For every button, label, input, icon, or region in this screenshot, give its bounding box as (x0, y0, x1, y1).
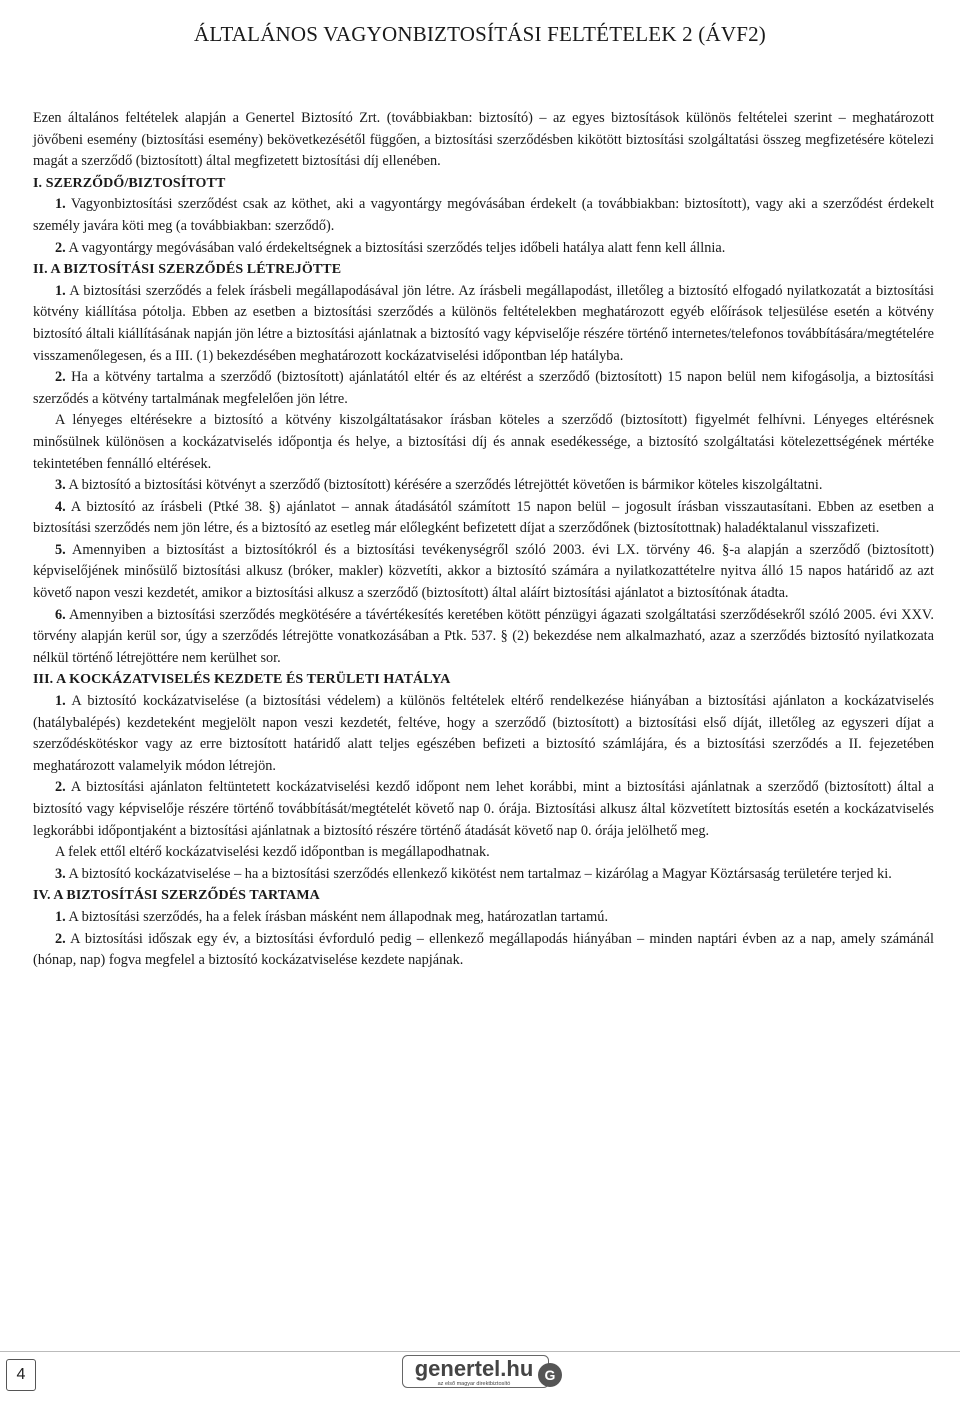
logo-tagline: az első magyar direktbiztosító (437, 1381, 511, 1387)
paragraph (33, 475, 934, 497)
paragraph-number: 5. (55, 541, 66, 558)
paragraph-number: 3. (55, 477, 66, 494)
paragraph (33, 907, 934, 929)
paragraph (33, 238, 934, 260)
paragraph-number: 1. (55, 693, 66, 710)
paragraph-text: Amennyiben a biztosítási szerződés megkötésére a távértékesítés keretében kötött pénzügyi ágazati szolgáltatási szerződésekről szóló 2005. évi XXV. törvény alapján kerül sor, úgy a szerződés létrejötte vonatkozásában a Ptk. 537. § (2) bekezdése nem alkalmazható, azaz a szerződés biztosító nyilatkozata nélkül történő létrejöttére nem kerülhet sor. (33, 606, 934, 666)
footer-divider (0, 1351, 960, 1352)
paragraph-text: A biztosítási szerződés a felek írásbeli megállapodásával jön létre. Az írásbeli megállapodást, illetőleg a biztosító elfogadó nyilatkozatát a biztosítási kötvény kiállítása pótolja. Ebben az esetben a biztosítási szerződés a különös feltételekben meghatározott egyéb előírások teljesülése esetén a kötvény biztosító általi kiállításának napján jön létre a biztosítási ajánlatnak a biztosító vagy képviselője részére történő internetes/telefonos továbbítására/megtételére visszamenőlegesen, és a III. (1) bekezdésében meghatározott kockázatviselési időpontban lép hatályba. (33, 282, 934, 364)
paragraph-text: A biztosítási szerződés, ha a felek írásban másként nem állapodnak meg, határozatlan tartamú. (65, 908, 609, 925)
paragraph-text: A biztosító kockázatviselése (a biztosítási védelem) a különös feltételek eltérő rendelkezése hiányában a biztosítási ajánlaton a kockázatviselés (hatálybalépés) kezdeteként megjelölt napon veszi kezdetét, feltéve, hogy a szerződő (biztosított) a biztosítási első díját, illetőleg az egyszeri díjat a szerződéskötéskor vagy az erre biztosított határidő alatt teljes egészében befizeti a biztosító számlájára, és a biztosítási szerződés a II. fejezetében meghatározott valamelyik módon létrejön. (33, 693, 934, 774)
logo-mark: G (544, 1367, 556, 1383)
paragraph-text: Vagyonbiztosítási szerződést csak az köthet, aki a vagyontárgy megóvásában érdekelt (a továbbiakban: biztosított), vagy aki a szerződést érdekelt személy javára köti meg (a továbbiakban: szerződő). (33, 196, 934, 234)
paragraph (33, 281, 934, 367)
paragraph-text: A biztosítási időszak egy év, a biztosítási évforduló pedig – ellenkező megállapodás hiányában – minden naptári évben az a nap, amely számánál (hónap, nap) fogva megfelel a biztosító kockázatviselése kezdete napjának. (33, 930, 934, 969)
logo-text: genertel.hu (414, 1356, 534, 1381)
paragraph (33, 777, 934, 842)
paragraph-number: 6. (55, 606, 66, 623)
paragraph-number: 4. (55, 498, 66, 515)
paragraph-text: A biztosító kockázatviselése – ha a biztosítási szerződés ellenkező kikötést nem tartalmaz – kizárólag a Magyar Köztársaság területére terjed ki. (65, 865, 892, 882)
paragraph-text: Amennyiben a biztosítást a biztosítókról és a biztosítási tevékenységről szóló 2003. évi LX. törvény 46. §-a alapján a szerződő (biztosított) képviselőjének minősülő biztosítási alkusz (bróker, makler) közvetíti, akkor a biztosító számára a nyilatkozattételre nyitva álló 15 napos határidő az azt követő napon veszi kezdetét, amikor a biztosítási alkusz a szerződő (biztosított) által aláírt biztosítási ajánlatot a biztosítónak átadta. (33, 541, 934, 602)
section-heading-1: I. SZERZŐDŐ/BIZTOSÍTOTT (33, 175, 226, 191)
paragraph-number: 1. (55, 282, 66, 299)
paragraph-text: A biztosító a biztosítási kötvényt a szerződő (biztosított) kérésére a szerződés létrejöttét követően is bármikor köteles kiszolgáltatni. (65, 477, 823, 494)
paragraph-text: A biztosítási ajánlaton feltüntetett kockázatviselési kezdő időpont nem lehet korábbi, mint a biztosítási ajánlatnak a szerződő (biztosított) által a biztosító vagy képviselője részére történő továbbítását/megtételét követő nap 0. órája. Biztosítási alkusz által közvetített biztosítás esetén a kockázatviselés legkorábbi időpontjaként a biztosítási ajánlatnak a biztosító részére történő átadását követő nap 0. órája jelölhető meg. (33, 779, 934, 839)
paragraph (33, 540, 934, 605)
paragraph-number: 2. (55, 239, 66, 256)
paragraph: A felek ettől eltérő kockázatviselési kezdő időpontban is megállapodhatnak. (55, 844, 490, 861)
page-number: 4 (6, 1359, 36, 1391)
paragraph-number: 2. (55, 779, 66, 796)
paragraph: A lényeges eltérésekre a biztosító a kötvény kiszolgáltatásakor írásban köteles a szerződő (biztosított) figyelmét felhívni. Lényeges eltérésnek minősülnek különösen a kockázatviselés időpontja és helye, a biztosítási díj és annak esedékessége, a biztosító szolgáltatási kötelezettségének mértéke tekintetében fennálló eltérések. (33, 412, 934, 472)
paragraph-text: A biztosító az írásbeli (Ptké 38. §) ajánlatot – annak átadásától számított 15 napon belül – jogosult írásban visszautasítani. Ebben az esetben a biztosítási szerződés nem jön létre, és a biztosító az esetleg már előlegként befizetett díjat a szerződőnek (biztosítottnak) haladéktalanul visszafizeti. (33, 498, 934, 537)
paragraph (33, 367, 934, 410)
page-title: ÁLTALÁNOS VAGYONBIZTOSÍTÁSI FELTÉTELEK 2 (ÁVF2) (193, 22, 766, 46)
paragraph (33, 691, 934, 777)
paragraph (33, 194, 934, 237)
section-heading-4: IV. A BIZTOSÍTÁSI SZERZŐDÉS TARTAMA (33, 888, 320, 904)
section-heading-3: III. A KOCKÁZATVISELÉS KEZDETE ÉS TERÜLETI HATÁLYA (33, 672, 451, 688)
paragraph (33, 497, 934, 540)
paragraph-number: 1. (55, 196, 66, 213)
paragraph-number: 2. (55, 930, 66, 947)
paragraph-number: 3. (55, 865, 66, 882)
document-body (33, 108, 934, 972)
paragraph-number: 1. (55, 908, 66, 925)
paragraph-text: Ha a kötvény tartalma a szerződő (biztosított) ajánlatától eltér és az eltérést a szerződő (biztosított) 15 napon belül nem kifogásolja, a biztosítási szerződés a kötvény tartalmának megfelelően jön létre. (33, 369, 934, 407)
genertel-logo (402, 1355, 562, 1393)
paragraph-text: A vagyontárgy megóvásában való érdekeltségnek a biztosítási szerződés teljes időbeli hatálya alatt fenn kell állnia. (65, 239, 726, 256)
paragraph (33, 864, 934, 886)
paragraph-number: 2. (55, 369, 66, 386)
paragraph (33, 929, 934, 972)
paragraph (33, 605, 934, 670)
section-heading-2: II. A BIZTOSÍTÁSI SZERZŐDÉS LÉTREJÖTTE (33, 262, 342, 278)
intro-paragraph: Ezen általános feltételek alapján a Genertel Biztosító Zrt. (továbbiakban: biztosító) – az egyes biztosítások különös feltételei szerint – meghatározott jövőbeni esemény (biztosítási esemény) bekövetkezésétől függően, a biztosítási szerződésben kikötött biztosítási szolgáltatási összeg megfizetésére kötelezi magát a szerződő (biztosított) által megfizetett biztosítási díj ellenében. (33, 110, 934, 170)
